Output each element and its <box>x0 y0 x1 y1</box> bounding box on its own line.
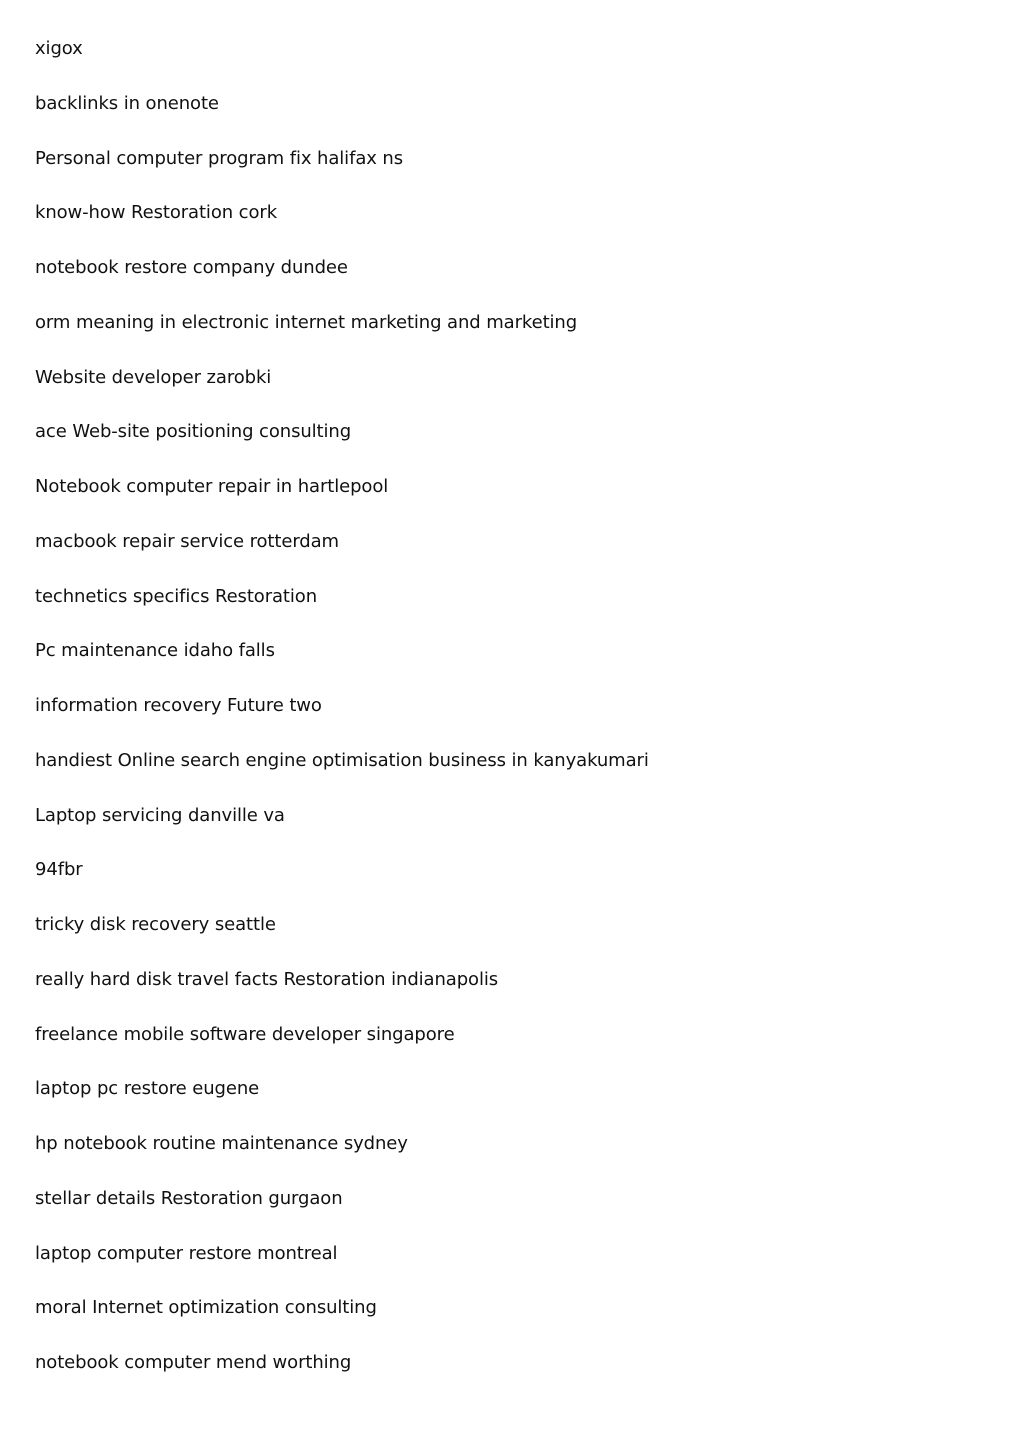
list-item[interactable]: laptop pc restore eugene <box>35 1078 260 1100</box>
list-item[interactable]: stellar details Restoration gurgaon <box>35 1187 343 1209</box>
list-item[interactable]: Laptop servicing danville va <box>35 804 285 826</box>
list-item[interactable]: Notebook computer repair in hartlepool <box>35 476 389 497</box>
list-item[interactable]: Personal computer program fix halifax ns <box>35 147 404 169</box>
list-item[interactable]: laptop computer restore montreal <box>35 1242 338 1264</box>
list-item[interactable]: notebook computer mend worthing <box>35 1352 352 1373</box>
list-item[interactable]: macbook repair service rotterdam <box>35 530 339 552</box>
list-item[interactable]: freelance mobile software developer singapore <box>35 1023 455 1045</box>
list-item[interactable]: Website developer zarobki <box>35 366 272 388</box>
list-item[interactable]: know-how Restoration cork <box>35 202 278 224</box>
list-item[interactable]: hp notebook routine maintenance sydney <box>35 1133 408 1154</box>
list-item[interactable]: xigox <box>35 38 83 59</box>
list-item[interactable]: information recovery Future two <box>35 695 322 716</box>
list-item[interactable]: ace Web-site positioning consulting <box>35 421 352 443</box>
list-item[interactable]: technetics specifics Restoration <box>35 585 318 607</box>
list-item[interactable]: really hard disk travel facts Restoration indianapolis <box>35 968 499 990</box>
list-item[interactable]: notebook restore company dundee <box>35 257 348 278</box>
list-item[interactable]: moral Internet optimization consulting <box>35 1297 377 1319</box>
list-item[interactable]: Pc maintenance idaho falls <box>35 640 275 662</box>
list-item[interactable]: tricky disk recovery seattle <box>35 914 276 935</box>
list-item[interactable]: 94fbr <box>35 859 83 881</box>
list-item[interactable]: handiest Online search engine optimisation business in kanyakumari <box>35 749 649 771</box>
list-item[interactable]: orm meaning in electronic internet marketing and marketing <box>35 311 578 333</box>
list-item[interactable]: backlinks in onenote <box>35 92 219 114</box>
link-list <box>35 36 649 1405</box>
